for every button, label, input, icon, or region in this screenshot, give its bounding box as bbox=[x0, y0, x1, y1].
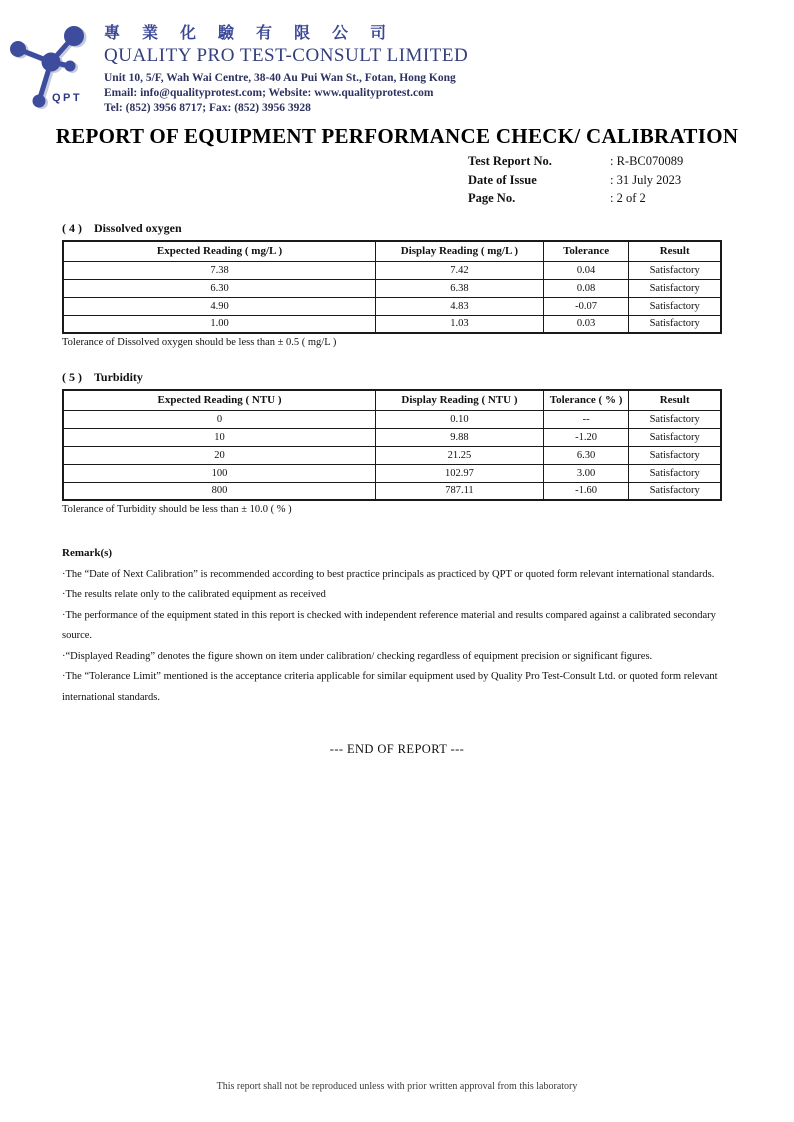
table-row bbox=[63, 410, 721, 428]
report-number-label: Test Report No. bbox=[468, 154, 552, 169]
table-cell: Satisfactory bbox=[629, 410, 721, 428]
table-cell: 6.30 bbox=[63, 279, 376, 297]
table-row bbox=[63, 446, 721, 464]
table-row bbox=[63, 482, 721, 500]
table-cell: 7.42 bbox=[376, 261, 544, 279]
table-cell: 800 bbox=[63, 482, 376, 500]
table-cell: 0.04 bbox=[543, 261, 629, 279]
remark-item: ·“Displayed Reading” denotes the figure shown on item under calibration/ checking regardless of equipment precision or significant figures. bbox=[62, 650, 653, 662]
table-row bbox=[63, 261, 721, 279]
table-cell: Satisfactory bbox=[629, 482, 721, 500]
company-address: Unit 10, 5/F, Wah Wai Centre, 38-40 Au Pui Wan St., Fotan, Hong Kong bbox=[104, 72, 456, 84]
table-cell: 1.03 bbox=[376, 315, 544, 333]
remark-item: ·The results relate only to the calibrated equipment as received bbox=[62, 589, 326, 601]
report-title: REPORT OF EQUIPMENT PERFORMANCE CHECK/ CALIBRATION bbox=[55, 123, 739, 148]
letterhead bbox=[0, 0, 794, 117]
end-of-report: --- END OF REPORT --- bbox=[329, 742, 465, 757]
table-header-cell: Result bbox=[629, 241, 721, 261]
table-cell: 0.10 bbox=[376, 410, 544, 428]
table-cell: 6.30 bbox=[543, 446, 629, 464]
table-cell: Satisfactory bbox=[629, 261, 721, 279]
table-cell: 3.00 bbox=[543, 464, 629, 482]
dissolved-oxygen-table bbox=[62, 240, 722, 334]
section-name: Dissolved oxygen bbox=[94, 221, 182, 236]
table-cell: 9.88 bbox=[376, 428, 544, 446]
report-info-row bbox=[468, 171, 794, 190]
table-cell: 7.38 bbox=[63, 261, 376, 279]
table-header-cell: Display Reading ( mg/L ) bbox=[376, 241, 544, 261]
table-cell: Satisfactory bbox=[629, 279, 721, 297]
table-row bbox=[63, 464, 721, 482]
table-cell: Satisfactory bbox=[629, 428, 721, 446]
table-cell: 0.03 bbox=[543, 315, 629, 333]
date-of-issue-label: Date of Issue bbox=[468, 172, 537, 187]
section-dissolved-oxygen bbox=[62, 221, 722, 348]
table-cell: Satisfactory bbox=[629, 315, 721, 333]
remark-item: ·The performance of the equipment stated in this report is checked with independent reference material and results compared against a calibrated secondary source. bbox=[62, 609, 716, 642]
report-info-row bbox=[468, 190, 794, 209]
table-row bbox=[63, 428, 721, 446]
table-cell: 102.97 bbox=[376, 464, 544, 482]
table-row bbox=[63, 297, 721, 315]
table-cell: 0.08 bbox=[543, 279, 629, 297]
tolerance-note: Tolerance of Turbidity should be less than ± 10.0 ( % ) bbox=[62, 504, 292, 516]
table-cell: -0.07 bbox=[543, 297, 629, 315]
table-cell: 0 bbox=[63, 410, 376, 428]
qpt-logo-text: QPT bbox=[52, 92, 83, 104]
section-turbidity bbox=[62, 370, 722, 515]
table-header-cell: Expected Reading ( mg/L ) bbox=[63, 241, 376, 261]
table-row bbox=[63, 315, 721, 333]
table-cell: 20 bbox=[63, 446, 376, 464]
company-name-zh: 專 業 化 驗 有 限 公 司 bbox=[104, 25, 396, 42]
company-name-en: QUALITY PRO TEST-CONSULT LIMITED bbox=[104, 45, 469, 66]
company-block bbox=[104, 20, 794, 117]
section-number: ( 5 ) bbox=[62, 370, 82, 385]
turbidity-table bbox=[62, 389, 722, 501]
remarks-heading: Remark(s) bbox=[62, 547, 113, 560]
report-number-value: : R-BC070089 bbox=[610, 154, 684, 169]
remark-item: ·The “Date of Next Calibration” is recommended according to best practice principals as practiced by QPT or quoted form relevant international standards. bbox=[62, 569, 715, 581]
table-row bbox=[63, 279, 721, 297]
table-cell: 787.11 bbox=[376, 482, 544, 500]
remark-item: ·The “Tolerance Limit” mentioned is the acceptance criteria applicable for similar equipment used by Quality Pro Test-Consult Ltd. or quoted form relevant international standards. bbox=[62, 671, 718, 703]
section-heading bbox=[62, 370, 722, 385]
table-cell: 100 bbox=[63, 464, 376, 482]
section-number: ( 4 ) bbox=[62, 221, 82, 236]
footer-note: This report shall not be reproduced unless with prior written approval from this laboratory bbox=[216, 1081, 578, 1092]
page-number-label: Page No. bbox=[468, 191, 516, 206]
report-info-row bbox=[468, 153, 794, 172]
table-cell: -- bbox=[543, 410, 629, 428]
page-number-value: : 2 of 2 bbox=[610, 191, 646, 206]
table-cell: Satisfactory bbox=[629, 297, 721, 315]
remarks-section bbox=[62, 547, 736, 708]
date-of-issue-value: : 31 July 2023 bbox=[610, 172, 682, 187]
company-phone: Tel: (852) 3956 8717; Fax: (852) 3956 3928 bbox=[104, 102, 311, 115]
table-cell: -1.20 bbox=[543, 428, 629, 446]
table-cell: 21.25 bbox=[376, 446, 544, 464]
section-heading bbox=[62, 221, 722, 236]
table-cell: Satisfactory bbox=[629, 464, 721, 482]
table-header-cell: Display Reading ( NTU ) bbox=[376, 390, 544, 410]
table-header-cell: Result bbox=[629, 390, 721, 410]
table-header-cell: Tolerance bbox=[543, 241, 629, 261]
table-cell: 10 bbox=[63, 428, 376, 446]
table-cell: Satisfactory bbox=[629, 446, 721, 464]
table-cell: 4.83 bbox=[376, 297, 544, 315]
tolerance-note: Tolerance of Dissolved oxygen should be less than ± 0.5 ( mg/L ) bbox=[62, 337, 337, 349]
section-name: Turbidity bbox=[94, 370, 143, 385]
table-cell: -1.60 bbox=[543, 482, 629, 500]
table-cell: 4.90 bbox=[63, 297, 376, 315]
company-contact: Email: info@qualityprotest.com; Website: www.qualityprotest.com bbox=[104, 87, 434, 100]
table-header-row bbox=[63, 390, 721, 410]
table-header-cell: Expected Reading ( NTU ) bbox=[63, 390, 376, 410]
table-cell: 1.00 bbox=[63, 315, 376, 333]
table-cell: 6.38 bbox=[376, 279, 544, 297]
remarks-list bbox=[62, 565, 736, 708]
table-header-row bbox=[63, 241, 721, 261]
table-header-cell: Tolerance ( % ) bbox=[543, 390, 629, 410]
company-logo bbox=[10, 8, 104, 116]
report-info bbox=[468, 153, 794, 209]
